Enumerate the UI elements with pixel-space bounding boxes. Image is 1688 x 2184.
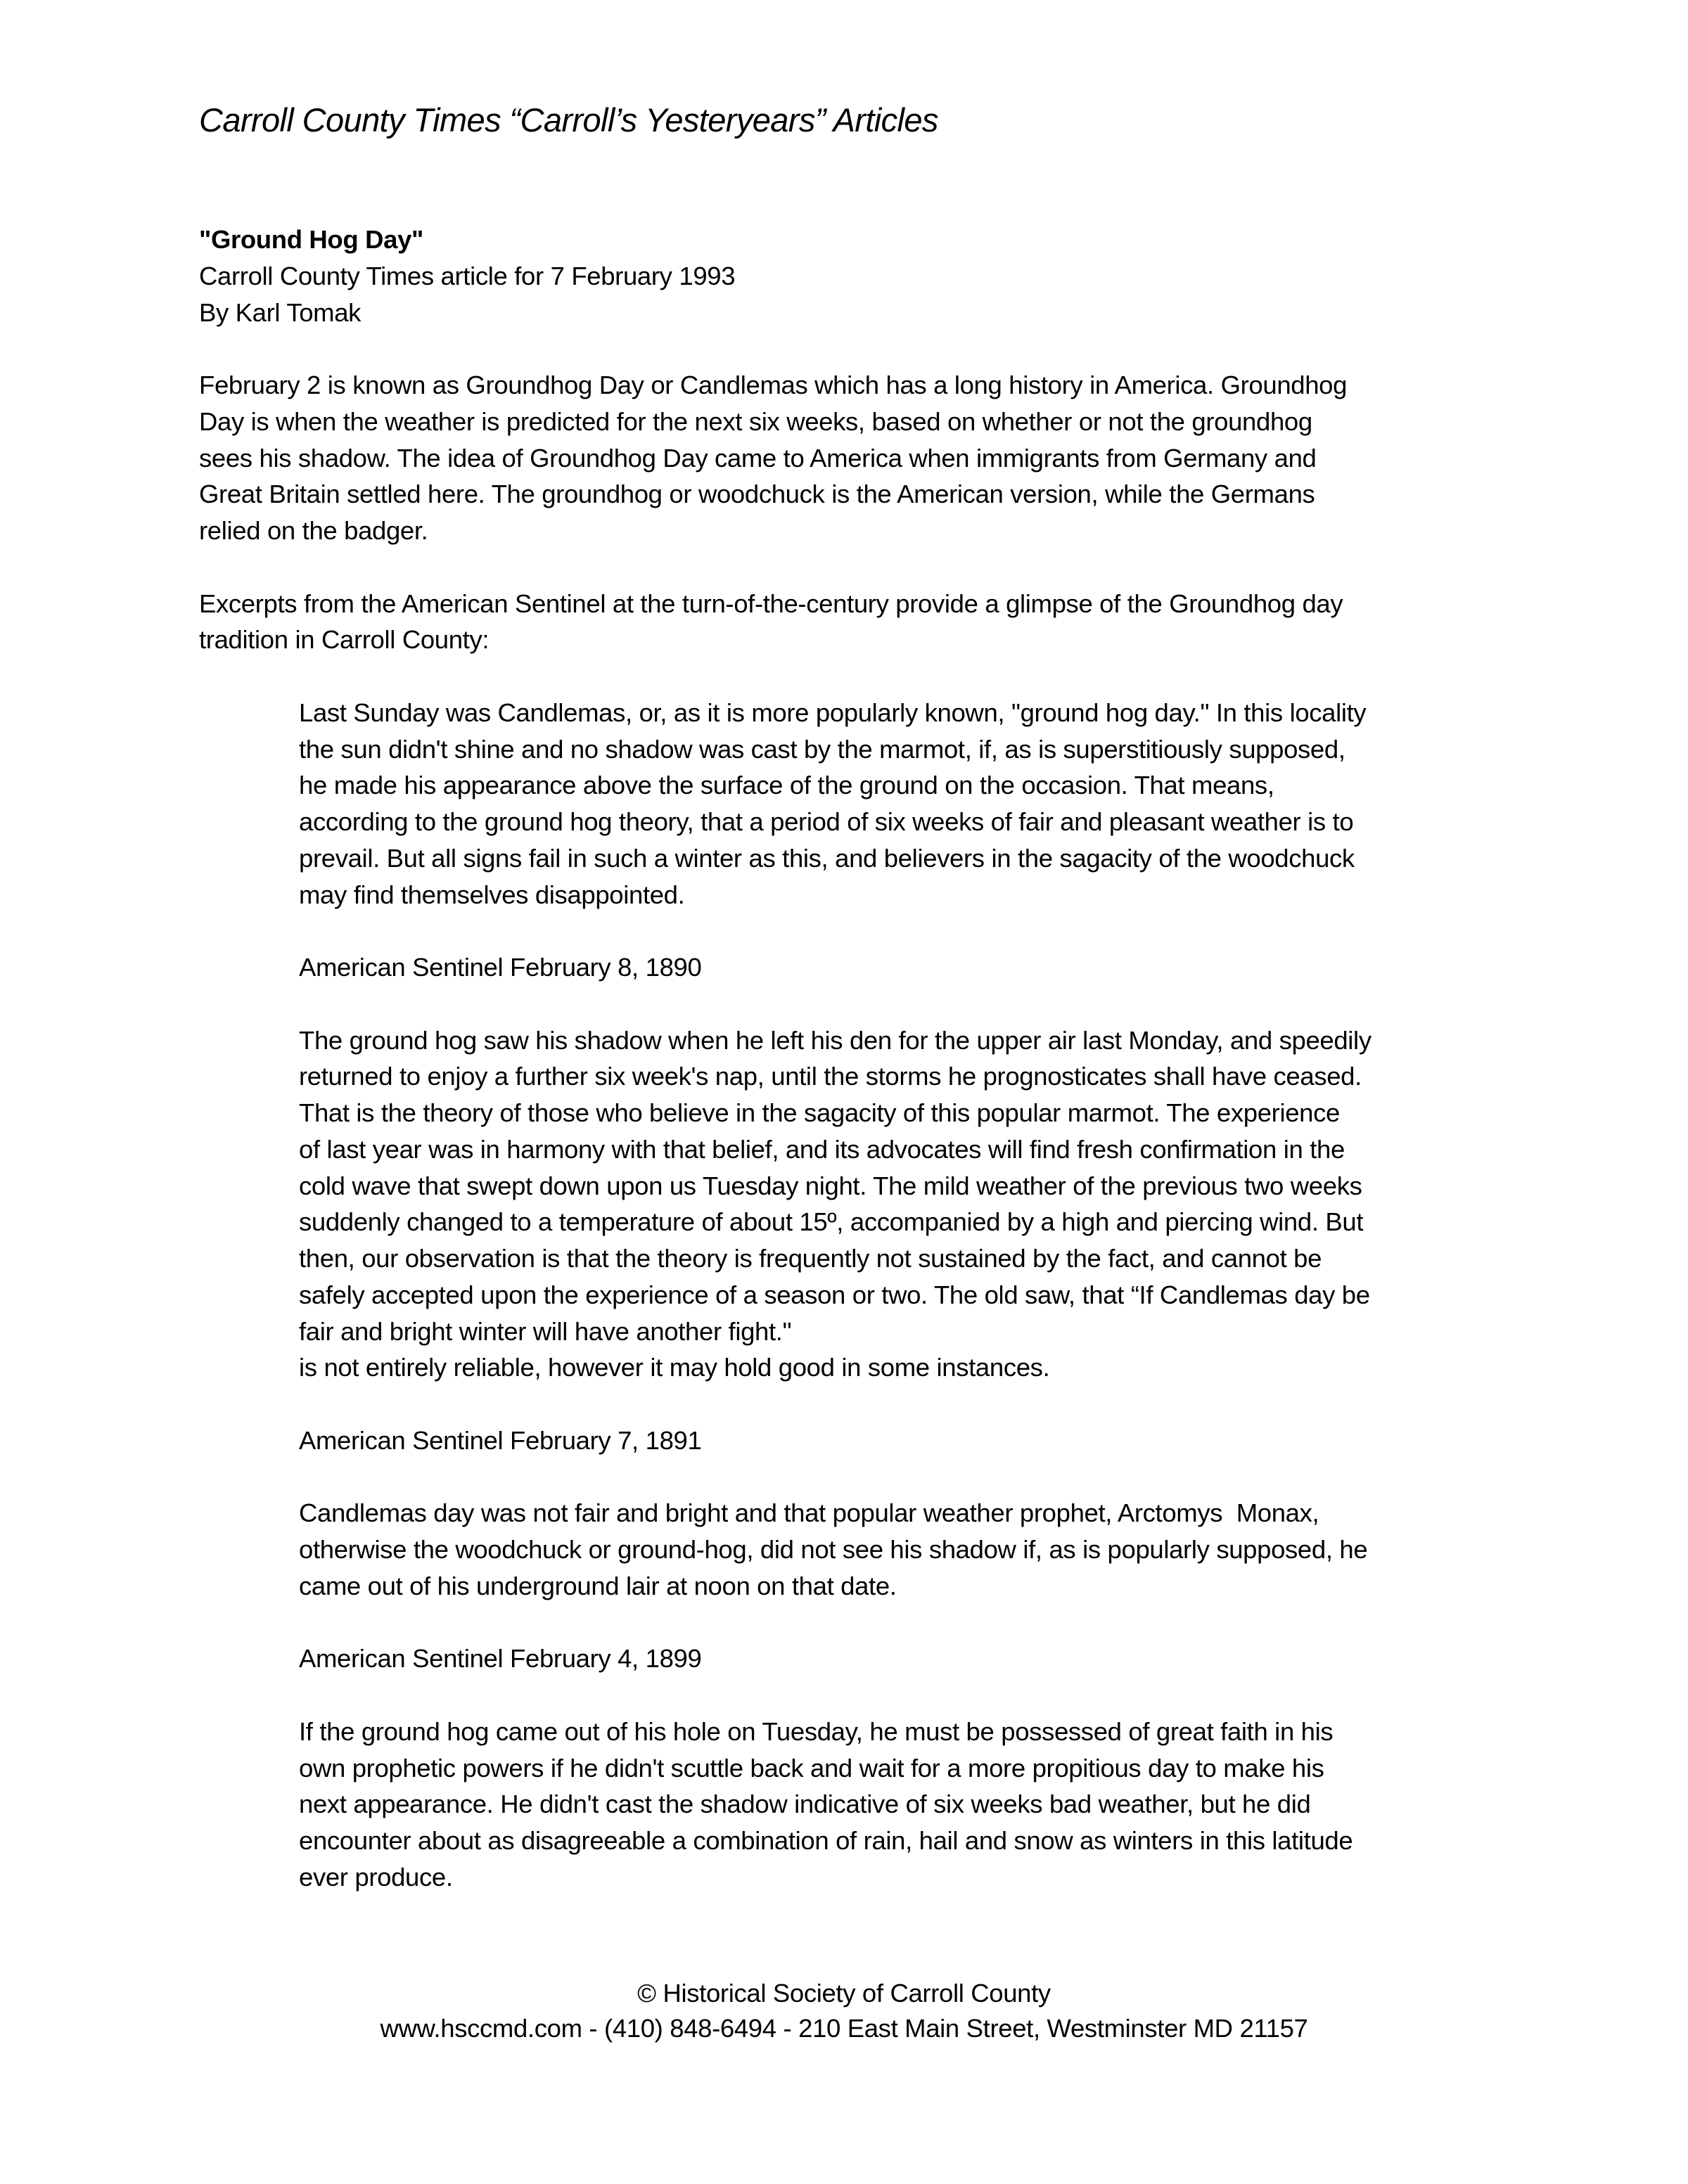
quote-line: of last year was in harmony with that belief, and its advocates will find fresh confirmation in the [299, 1134, 1345, 1164]
quote-line: Last Sunday was Candlemas, or, as it is more popularly known, "ground hog day." In this locality [299, 698, 1367, 727]
spacer [199, 913, 1535, 949]
quote-line: ever produce. [299, 1862, 453, 1891]
quote-line: cold wave that swept down upon us Tuesday night. The mild weather of the previous two weeks [299, 1171, 1362, 1200]
excerpt-citation: American Sentinel February 8, 1890 [299, 953, 702, 982]
quote-line: he made his appearance above the surface of the ground on the occasion. That means, [299, 771, 1274, 800]
quote-line: prevail. But all signs fail in such a winter as this, and believers in the sagacity of the woodchuck [299, 843, 1355, 873]
quote-line: is not entirely reliable, however it may hold good in some instances. [299, 1353, 1050, 1382]
quote-line: The ground hog saw his shadow when he left his den for the upper air last Monday, and speedily [299, 1025, 1372, 1055]
spacer [199, 1677, 1535, 1714]
quote-line: next appearance. He didn't cast the shadow indicative of six weeks bad weather, but he did [299, 1790, 1311, 1819]
paragraph-line: Excerpts from the American Sentinel at the turn-of-the-century provide a glimpse of the Groundhog day [199, 589, 1343, 618]
quote-line: That is the theory of those who believe in the sagacity of this popular marmot. The experience [299, 1098, 1340, 1127]
quote-line: then, our observation is that the theory is frequently not sustained by the fact, and cannot be [299, 1244, 1322, 1273]
article-headline: "Ground Hog Day" [199, 225, 423, 254]
spacer [199, 986, 1535, 1022]
footer-contact: www.hsccmd.com - (410) 848-6494 - 210 East Main Street, Westminster MD 21157 [380, 2014, 1308, 2043]
paragraph-line: Great Britain settled here. The groundhog or woodchuck is the American version, while the Germans [199, 480, 1315, 509]
quote-line: fair and bright winter will have another fight." [299, 1316, 792, 1346]
quote-line: returned to enjoy a further six week's nap, until the storms he prognosticates shall have ceased. [299, 1062, 1362, 1091]
excerpt-quote [199, 695, 1535, 913]
article-byline: By Karl Tomak [199, 297, 362, 327]
paragraph-line: sees his shadow. The idea of Groundhog Day came to America when immigrants from Germany and [199, 443, 1317, 473]
quote-line: If the ground hog came out of his hole on Tuesday, he must be possessed of great faith in his [299, 1716, 1334, 1746]
quote-line: otherwise the woodchuck or ground-hog, did not see his shadow if, as is popularly supposed, he [299, 1535, 1368, 1564]
quote-line: suddenly changed to a temperature of about 15º, accompanied by a high and piercing wind. But [299, 1207, 1364, 1237]
spacer [199, 658, 1535, 695]
quote-line: safely accepted upon the experience of a season or two. The old saw, that “If Candlemas day be [299, 1280, 1370, 1309]
excerpt-quote [199, 1714, 1535, 1896]
spacer [199, 1605, 1535, 1641]
excerpt-intro-paragraph [199, 586, 1535, 659]
paragraph-line: February 2 is known as Groundhog Day or Candlemas which has a long history in America. Groundhog [199, 371, 1348, 399]
quote-line: according to the ground hog theory, that a period of six weeks of fair and pleasant weather is to [299, 807, 1354, 836]
quote-line: Candlemas day was not fair and bright and that popular weather prophet, Arctomys Monax, [299, 1498, 1319, 1528]
spacer [199, 549, 1535, 586]
intro-paragraph [199, 367, 1535, 549]
spacer [199, 330, 1535, 367]
article-dateline: Carroll County Times article for 7 February 1993 [199, 261, 736, 290]
paragraph-line: tradition in Carroll County: [199, 625, 490, 655]
paragraph-line: relied on the badger. [199, 516, 428, 545]
quote-line: own prophetic powers if he didn't scuttle back and wait for a more propitious day to make his [299, 1753, 1324, 1782]
excerpt-citation: American Sentinel February 4, 1899 [299, 1644, 702, 1674]
excerpt-quote [199, 1495, 1535, 1604]
quote-line: the sun didn't shine and no shadow was cast by the marmot, if, as is superstitiously supposed, [299, 734, 1345, 764]
excerpt-quote [199, 1022, 1535, 1387]
article-meta [199, 221, 1535, 330]
spacer [199, 1459, 1535, 1496]
series-title: Carroll County Times “Carroll’s Yesteryears” Articles [199, 101, 938, 139]
paragraph-line: Day is when the weather is predicted for the next six weeks, based on whether or not the groundhog [199, 406, 1312, 436]
quote-line: may find themselves disappointed. [299, 880, 685, 909]
footer-copyright: © Historical Society of Carroll County [637, 1979, 1051, 2008]
spacer [199, 1386, 1535, 1422]
quote-line: encounter about as disagreeable a combination of rain, hail and snow as winters in this latitude [299, 1826, 1353, 1855]
article-body [199, 221, 1535, 1896]
page-header [199, 97, 938, 143]
quote-line: came out of his underground lair at noon on that date. [299, 1571, 897, 1600]
excerpt-citation: American Sentinel February 7, 1891 [299, 1425, 702, 1455]
page-footer [0, 1976, 1688, 2046]
